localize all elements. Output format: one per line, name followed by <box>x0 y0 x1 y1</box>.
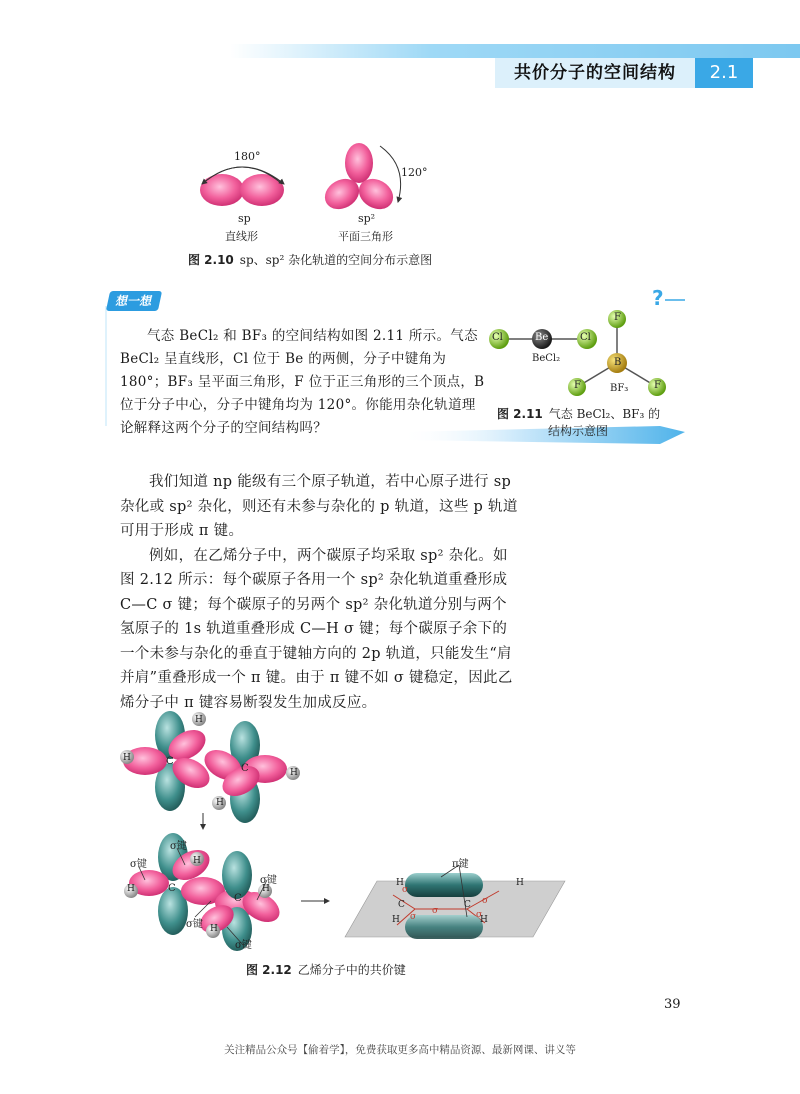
sp-orbital <box>200 167 284 206</box>
atom-f-left: F <box>574 380 581 391</box>
think-badge: 想一想 <box>106 291 162 311</box>
sigma-label-4: σ <box>410 912 417 922</box>
figure-2-11-caption-number: 图 2.11 <box>497 407 543 421</box>
atom-f-right: F <box>654 380 661 391</box>
question-mark-icon: ? <box>652 286 664 310</box>
c-label-6: C <box>464 900 471 910</box>
angle-120-label: 120° <box>401 166 428 179</box>
overlapped-orbitals <box>124 833 285 951</box>
chapter-title: 共价分子的空间结构 <box>495 58 695 88</box>
footer-note: 关注精品公众号【偷着学】，免费获取更多高中精品资源、最新网课、讲义等 <box>224 1044 576 1056</box>
figure-2-11-molecules <box>485 305 685 410</box>
sigma-bond-label-bottom: σ键 <box>235 940 252 951</box>
sigma-bond-label-mid: σ键 <box>186 919 203 930</box>
figure-2-12-caption <box>246 961 406 978</box>
sp-label: sp <box>238 212 251 225</box>
main-paragraph-2: 例如，在乙烯分子中，两个碳原子均采取 sp² 杂化。如图 2.12 所示：每个碳原子各用一个 sp² 杂化轨道重叠形成 C—C σ 键；每个碳原子的另两个 sp² 杂化轨道分别与两个氢原子的 1s 轨道重叠形成 C—H σ 键；每个碳原子余下的一个未参与杂化的垂直于键轴方向的 2p 轨道，只能发生“肩并肩”重叠形成一个 π 键。由于 π 键不如 σ 键稳定，因此乙烯分子中 π 键容易断裂发生加成反应。 <box>120 547 513 711</box>
h-label-9: H <box>396 878 404 888</box>
sp2-orbital <box>319 143 400 215</box>
h-label-7: H <box>262 884 270 894</box>
main-paragraph-1: 我们知道 np 能级有三个原子轨道，若中心原子进行 sp 杂化或 sp² 杂化，则还有未参与杂化的 p 轨道，这些 p 轨道可用于形成 π 键。 <box>120 474 518 539</box>
section-number: 2.1 <box>695 58 753 88</box>
figure-2-10-caption <box>188 251 432 268</box>
sigma-label-3: σ <box>482 896 489 906</box>
atom-cl-left: Cl <box>492 332 503 343</box>
sp2-shape-label: 平面三角形 <box>338 230 393 243</box>
figure-2-12-ethylene <box>115 705 575 960</box>
c-label-4: C <box>234 893 242 904</box>
becl2-label: BeCl₂ <box>532 353 561 364</box>
h-label-10: H <box>516 878 524 888</box>
page-number: 39 <box>664 997 681 1012</box>
sp2-label: sp² <box>358 212 376 225</box>
figure-2-12-caption-text: 乙烯分子中的共价键 <box>297 963 406 977</box>
pi-bond-label: π键 <box>452 859 469 870</box>
atom-f-top: F <box>614 312 621 323</box>
h-label-2: H <box>123 753 131 763</box>
h-label-8: H <box>210 924 218 934</box>
h-label-5: H <box>193 856 201 866</box>
c-label-3: C <box>168 883 176 894</box>
figure-2-12-caption-number: 图 2.12 <box>246 963 292 977</box>
h-label-3: H <box>290 768 298 778</box>
c-label-1: C <box>166 756 174 767</box>
pi-bond-model <box>345 865 565 939</box>
angle-180-label: 180° <box>234 150 261 163</box>
c-label-5: C <box>398 900 405 910</box>
sigma-label-2: σ <box>432 906 439 916</box>
sigma-label-5: σ <box>476 910 483 920</box>
atom-be: Be <box>535 332 549 343</box>
separate-carbon-orbitals <box>120 711 300 823</box>
h-label-4: H <box>216 798 224 808</box>
figure-2-11-caption-line1: 气态 BeCl₂、BF₃ 的 <box>548 407 661 421</box>
figure-2-11-caption <box>497 406 660 440</box>
sigma-label-1: σ <box>402 885 409 895</box>
header-band <box>230 44 800 58</box>
c-label-2: C <box>241 763 249 774</box>
sigma-bond-label-right: σ键 <box>260 875 277 886</box>
sigma-bond-label-top: σ键 <box>170 841 187 852</box>
sigma-bond-label-left: σ键 <box>130 859 147 870</box>
think-paragraph <box>120 325 485 440</box>
figure-2-11-caption-line2: 结构示意图 <box>548 424 609 438</box>
h-label-6: H <box>127 884 135 894</box>
figure-2-10-orbitals <box>180 140 440 240</box>
h-label-11: H <box>392 915 400 925</box>
bf3-label: BF₃ <box>610 383 629 394</box>
main-text <box>120 470 520 715</box>
figure-2-10-caption-number: 图 2.10 <box>188 253 234 267</box>
think-paragraph-text: 气态 BeCl₂ 和 BF₃ 的空间结构如图 2.11 所示。气态 BeCl₂ 呈直线形，Cl 位于 Be 的两侧，分子中键角为 180°；BF₃ 呈平面三角形，F 位于正三角形的三个顶点，B 位于分子中心，分子中键角均为 120°。你能用杂化轨道理论解释这两个分子的空间结构吗？ <box>120 328 485 436</box>
atom-cl-right: Cl <box>580 332 591 343</box>
figure-2-10-caption-text: sp、sp² 杂化轨道的空间分布示意图 <box>239 253 433 267</box>
h-label-1: H <box>195 715 203 725</box>
atom-b: B <box>614 357 622 368</box>
sp-shape-label: 直线形 <box>225 230 258 243</box>
h-label-12: H <box>480 915 488 925</box>
